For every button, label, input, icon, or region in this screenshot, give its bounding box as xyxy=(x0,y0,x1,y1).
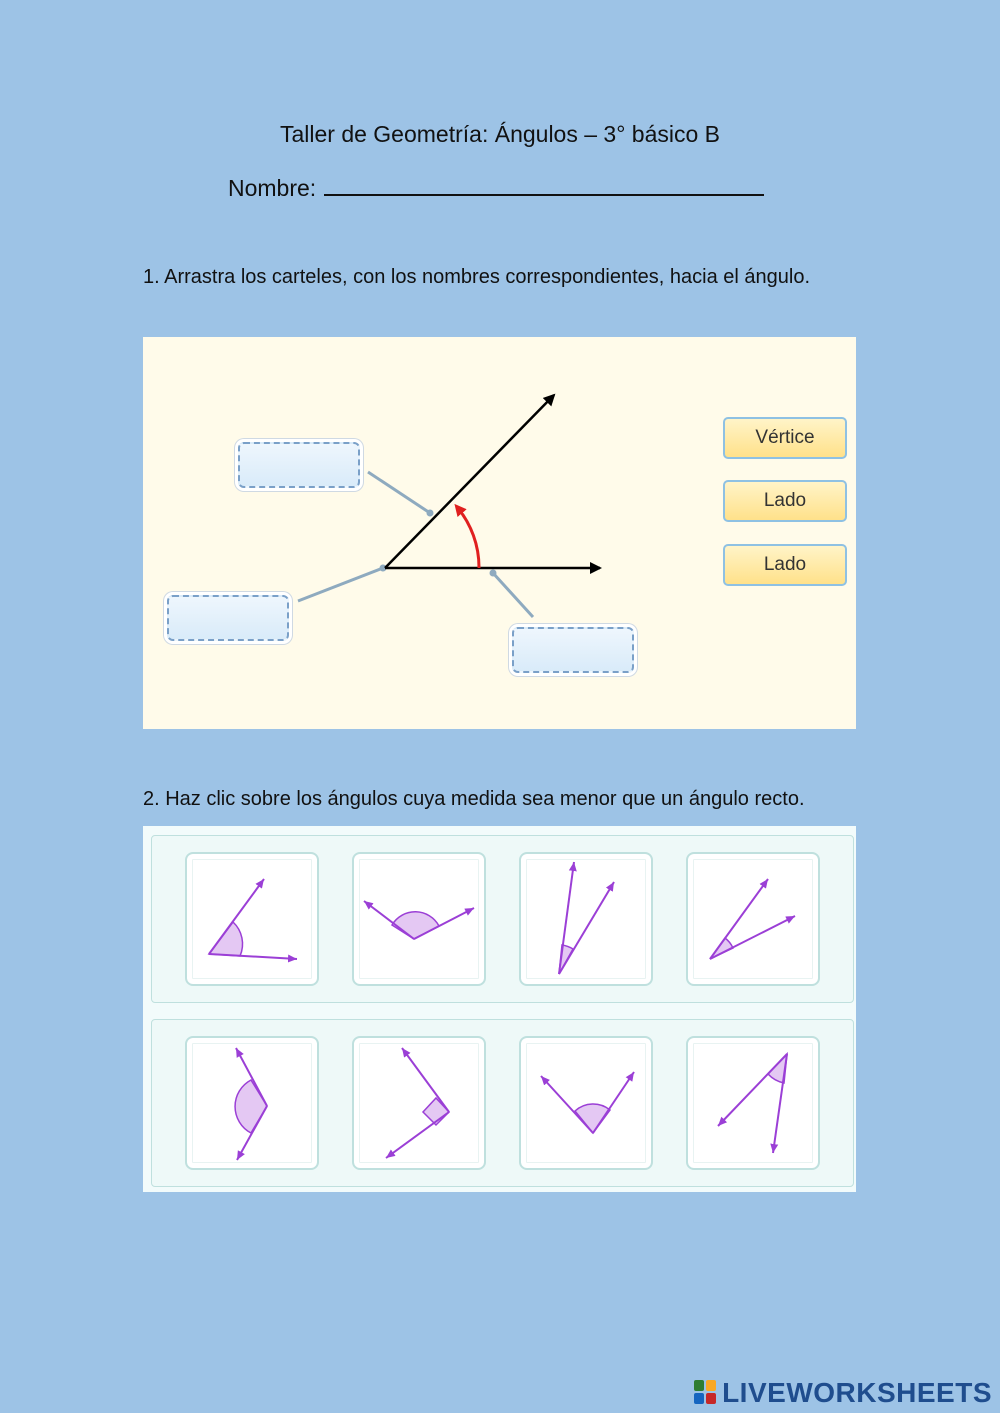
liveworksheets-logo xyxy=(694,1376,992,1410)
angle-option-3[interactable] xyxy=(519,852,653,986)
drop-zone-base[interactable] xyxy=(512,627,634,673)
angle-option-1[interactable] xyxy=(185,852,319,986)
connector-dot xyxy=(427,510,434,517)
label-lado-1[interactable]: Lado xyxy=(723,480,847,522)
angle-row-2 xyxy=(151,1019,854,1187)
question-2-text: 2. Haz clic sobre los ángulos cuya medida sea menor que un ángulo recto. xyxy=(143,788,805,810)
angle-option-7[interactable] xyxy=(519,1036,653,1170)
connector-dot xyxy=(490,570,497,577)
angle-parts-activity xyxy=(143,337,856,729)
connector-line-side xyxy=(368,472,430,513)
question-1-text: 1. Arrastra los carteles, con los nombres correspondientes, hacia el ángulo. xyxy=(143,266,811,288)
angle-option-4[interactable] xyxy=(686,852,820,986)
angle-option-6[interactable] xyxy=(352,1036,486,1170)
drop-zone-side[interactable] xyxy=(238,442,360,488)
connector-line-base xyxy=(493,573,533,617)
page-title: Taller de Geometría: Ángulos – 3° básico B xyxy=(279,121,721,147)
angle-arc-red xyxy=(457,507,479,568)
angle-option-8[interactable] xyxy=(686,1036,820,1170)
label-lado-2[interactable]: Lado xyxy=(723,544,847,586)
label-vertice[interactable]: Vértice xyxy=(723,417,847,459)
name-label: Nombre: xyxy=(228,175,317,201)
logo-text: LIVEWORKSHEETS xyxy=(722,1377,992,1408)
angle-option-5[interactable] xyxy=(185,1036,319,1170)
name-field xyxy=(228,174,764,202)
ray-upper xyxy=(385,395,554,568)
angle-row-1 xyxy=(151,835,854,1003)
angle-selection-activity xyxy=(143,826,856,1192)
logo-icon xyxy=(694,1380,718,1406)
drop-zone-vertex[interactable] xyxy=(167,595,289,641)
name-line[interactable] xyxy=(324,174,764,196)
connector-line-vertex xyxy=(298,568,383,601)
angle-option-2[interactable] xyxy=(352,852,486,986)
angle-diagram xyxy=(143,337,856,729)
